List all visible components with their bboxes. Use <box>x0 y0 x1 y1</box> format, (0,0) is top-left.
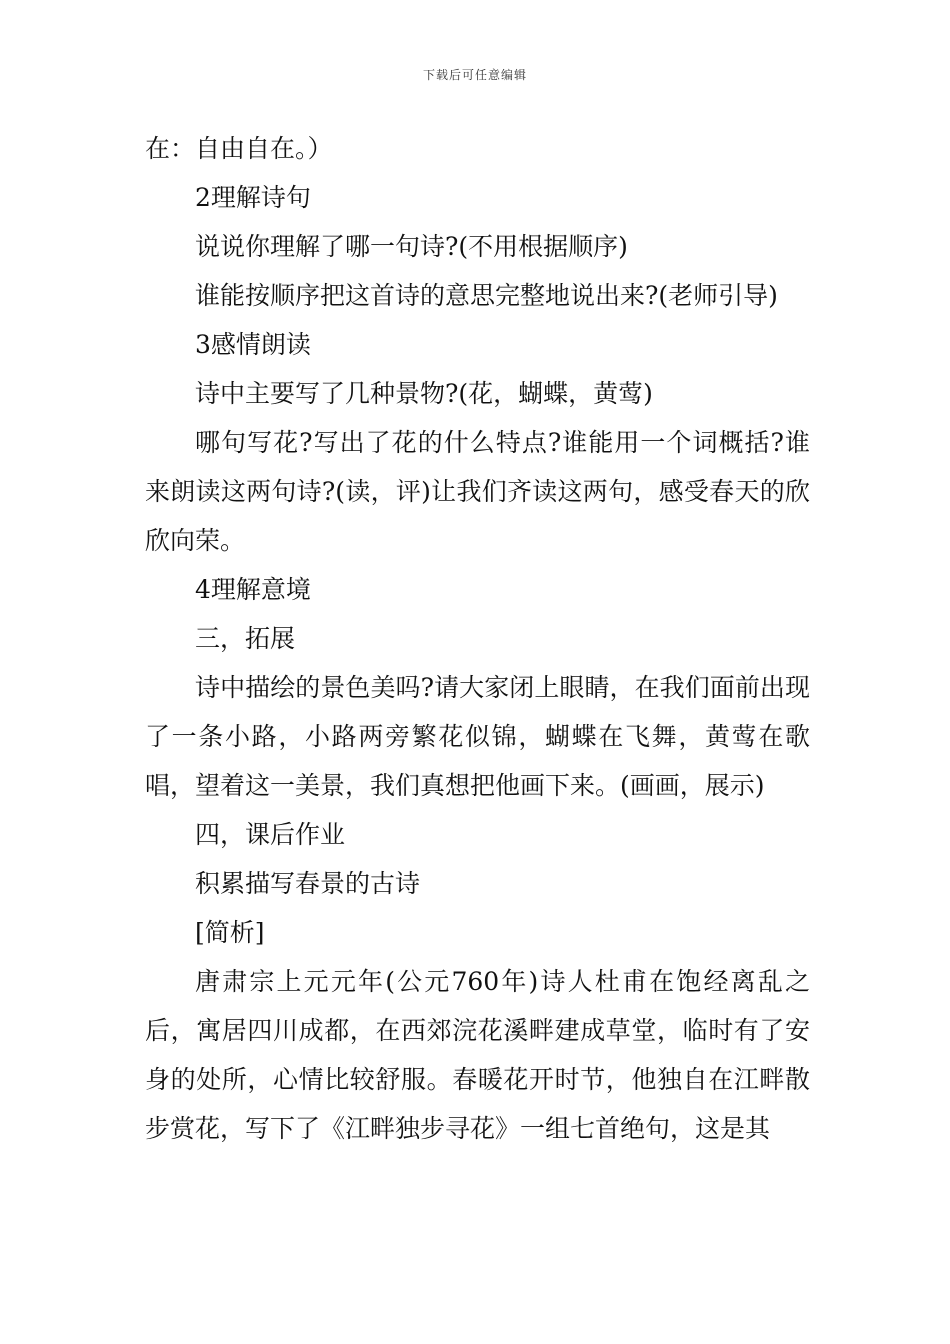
paragraph-12: [简析] <box>195 918 265 947</box>
paragraph-10: 四，课后作业 <box>195 820 346 849</box>
paragraph-9: 诗中描绘的景色美吗?请大家闭上眼睛，在我们面前出现了一条小路，小路两旁繁花似锦，蝴蝶在飞舞，黄莺在歌唱，望着这一美景，我们真想把他画下来。(画画，展示) <box>145 673 810 800</box>
paragraph-11: 积累描写春景的古诗 <box>195 869 421 898</box>
paragraph-0: 在：自由自在。） <box>145 134 333 163</box>
paragraph-3: 谁能按顺序把这首诗的意思完整地说出来?(老师引导) <box>195 281 778 310</box>
paragraph-4: 3感情朗读 <box>195 330 311 359</box>
paragraph-2: 说说你理解了哪一句诗?(不用根据顺序) <box>195 232 628 261</box>
paragraph-5: 诗中主要写了几种景物?(花，蝴蝶，黄莺) <box>195 379 653 408</box>
paragraph-1: 2理解诗句 <box>195 183 311 212</box>
paragraph-6: 哪句写花?写出了花的什么特点?谁能用一个词概括?谁来朗读这两句诗?(读，评)让我们齐读这两句，感受春天的欣欣向荣。 <box>145 428 810 555</box>
page-header: 下载后可任意编辑 <box>422 68 527 82</box>
paragraph-8: 三，拓展 <box>195 624 296 653</box>
paragraph-7: 4理解意境 <box>195 575 311 604</box>
document-body <box>145 124 810 1153</box>
paragraph-13: 唐肃宗上元元年(公元760年)诗人杜甫在饱经离乱之后，寓居四川成都，在西郊浣花溪畔建成草堂，临时有了安身的处所，心情比较舒服。春暖花开时节，他独自在江畔散步赏花，写下了《江畔独步寻花》一组七首绝句，这是其 <box>145 967 810 1143</box>
